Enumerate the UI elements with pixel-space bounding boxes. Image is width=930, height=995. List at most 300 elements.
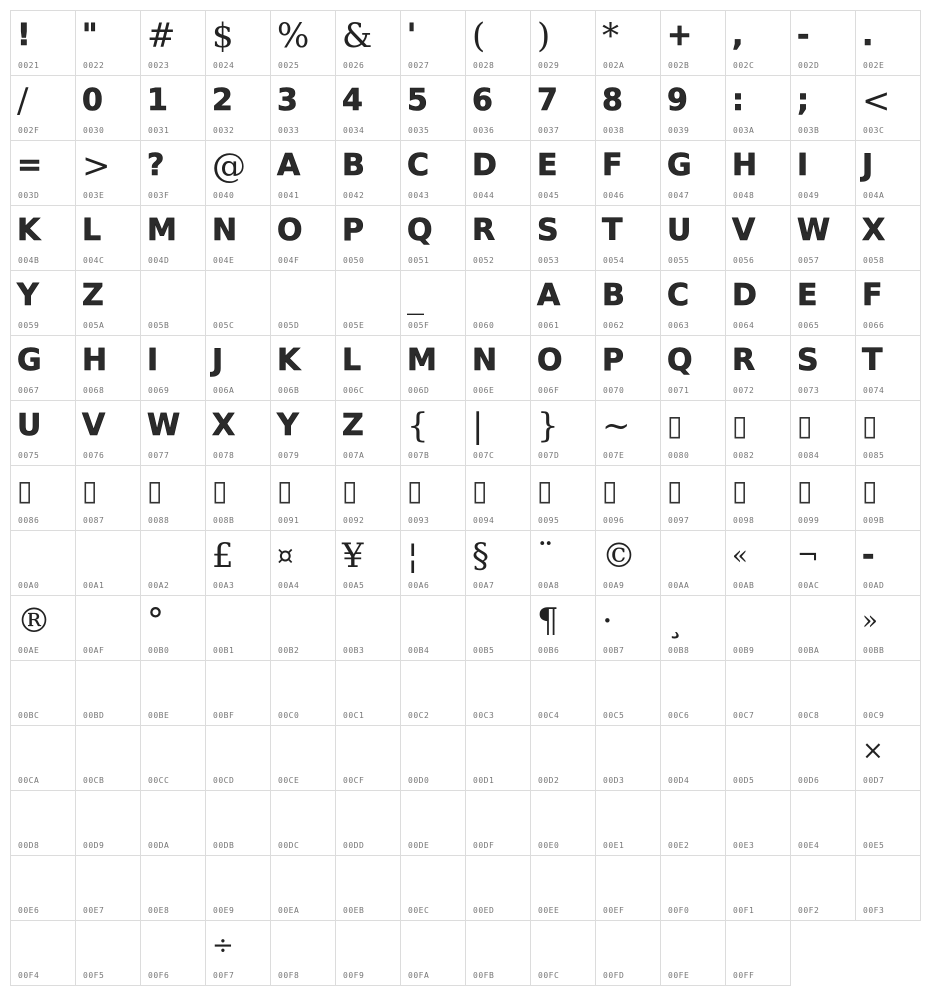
glyph-cell-0077: [140, 400, 206, 466]
glyph-code: 00B4: [408, 646, 430, 655]
glyph-cell-0023: [140, 10, 206, 76]
glyph-cell-00f0: [660, 855, 726, 921]
glyph-code: 0075: [18, 451, 40, 460]
glyph-cell-0043: [400, 140, 466, 206]
glyph-cell-0061: [530, 270, 596, 336]
glyph-char: K: [17, 208, 40, 254]
glyph-cell-007a: [335, 400, 401, 466]
glyph-code: 0024: [213, 61, 235, 70]
glyph-cell-00d5: [725, 725, 791, 791]
glyph-char: ®: [17, 601, 51, 641]
glyph-code: 00EE: [538, 906, 560, 915]
glyph-code: 0047: [668, 191, 690, 200]
glyph-code: 00E1: [603, 841, 625, 850]
glyph-cell-00ed: [465, 855, 531, 921]
glyph-cell-00a9: [595, 530, 661, 596]
glyph-code: 0046: [603, 191, 625, 200]
glyph-cell-0032: [205, 75, 271, 141]
glyph-cell-00f5: [75, 920, 141, 986]
glyph-cell-00bd: [75, 660, 141, 726]
glyph-cell-00a8: [530, 530, 596, 596]
glyph-code: 00A5: [343, 581, 365, 590]
glyph-char: ▯: [82, 474, 98, 507]
glyph-cell-0052: [465, 205, 531, 271]
glyph-char: E: [537, 143, 558, 189]
glyph-code: 00DB: [213, 841, 235, 850]
glyph-cell-00c9: [855, 660, 921, 726]
glyph-code: 00E0: [538, 841, 560, 850]
glyph-code: 00C7: [733, 711, 755, 720]
glyph-cell-00bc: [10, 660, 76, 726]
glyph-cell-00fe: [660, 920, 726, 986]
glyph-code: 00A3: [213, 581, 235, 590]
glyph-char: £: [212, 536, 234, 576]
glyph-cell-00d7: [855, 725, 921, 791]
glyph-cell-00af: [75, 595, 141, 661]
glyph-char: ▯: [797, 409, 813, 442]
glyph-char: U: [17, 403, 41, 449]
glyph-cell-00ec: [400, 855, 466, 921]
glyph-char: »: [862, 606, 878, 636]
glyph-cell-0036: [465, 75, 531, 141]
glyph-cell-00c4: [530, 660, 596, 726]
glyph-cell-0033: [270, 75, 336, 141]
glyph-cell-00d1: [465, 725, 531, 791]
glyph-cell-0085: [855, 400, 921, 466]
glyph-code: 00BD: [83, 711, 105, 720]
glyph-cell-006b: [270, 335, 336, 401]
glyph-cell-00da: [140, 790, 206, 856]
glyph-char: >: [82, 146, 111, 186]
glyph-cell-00e4: [790, 790, 856, 856]
glyph-code: 00A4: [278, 581, 300, 590]
glyph-cell-003c: [855, 75, 921, 141]
glyph-cell-00b2: [270, 595, 336, 661]
glyph-cell-00d9: [75, 790, 141, 856]
glyph-char: L: [342, 338, 361, 384]
glyph-cell-006f: [530, 335, 596, 401]
glyph-char: ▯: [732, 409, 748, 442]
glyph-code: 007D: [538, 451, 560, 460]
glyph-cell-0035: [400, 75, 466, 141]
glyph-char: ©: [602, 536, 636, 576]
glyph-char: ¨: [537, 536, 554, 576]
glyph-char: M: [147, 208, 177, 254]
glyph-char: Y: [277, 403, 299, 449]
glyph-cell-007c: [465, 400, 531, 466]
glyph-cell-007b: [400, 400, 466, 466]
glyph-cell-00e1: [595, 790, 661, 856]
glyph-code: 00E2: [668, 841, 690, 850]
glyph-cell-005f: [400, 270, 466, 336]
glyph-cell-0069: [140, 335, 206, 401]
glyph-code: 0029: [538, 61, 560, 70]
glyph-cell-0022: [75, 10, 141, 76]
glyph-char: ?: [147, 143, 164, 189]
glyph-cell-00dc: [270, 790, 336, 856]
glyph-cell-0093: [400, 465, 466, 531]
glyph-cell-00c8: [790, 660, 856, 726]
glyph-code: 003C: [863, 126, 885, 135]
glyph-code: 00DF: [473, 841, 495, 850]
glyph-code: 00CC: [148, 776, 170, 785]
glyph-code: 007C: [473, 451, 495, 460]
glyph-code: 0057: [798, 256, 820, 265]
glyph-code: 00EF: [603, 906, 625, 915]
glyph-code: 00D5: [733, 776, 755, 785]
glyph-char: ▯: [797, 474, 813, 507]
glyph-char: {: [407, 406, 429, 446]
glyph-code: 00D9: [83, 841, 105, 850]
glyph-char: ▯: [17, 474, 33, 507]
glyph-code: 00D6: [798, 776, 820, 785]
glyph-cell-0097: [660, 465, 726, 531]
glyph-cell-00b6: [530, 595, 596, 661]
glyph-char: B: [602, 273, 625, 319]
glyph-char: Q: [407, 208, 433, 254]
glyph-cell-00ac: [790, 530, 856, 596]
glyph-cell-00b8: [660, 595, 726, 661]
glyph-code: 0034: [343, 126, 365, 135]
glyph-code: 00DC: [278, 841, 300, 850]
glyph-code: 00CA: [18, 776, 40, 785]
glyph-cell-0024: [205, 10, 271, 76]
glyph-cell-0071: [660, 335, 726, 401]
glyph-cell-00cb: [75, 725, 141, 791]
glyph-cell-0050: [335, 205, 401, 271]
glyph-cell-00dd: [335, 790, 401, 856]
glyph-cell-002f: [10, 75, 76, 141]
glyph-cell-0055: [660, 205, 726, 271]
glyph-code: 004A: [863, 191, 885, 200]
glyph-code: 00F0: [668, 906, 690, 915]
glyph-code: 00F7: [213, 971, 235, 980]
glyph-code: 0071: [668, 386, 690, 395]
glyph-code: 00FE: [668, 971, 690, 980]
glyph-char: ¦: [407, 536, 419, 576]
glyph-cell-00cf: [335, 725, 401, 791]
glyph-code: 004D: [148, 256, 170, 265]
glyph-cell-00b5: [465, 595, 531, 661]
glyph-char: W: [147, 403, 180, 449]
glyph-char: ▯: [862, 474, 878, 507]
glyph-code: 0082: [733, 451, 755, 460]
glyph-cell-0042: [335, 140, 401, 206]
glyph-cell-00bb: [855, 595, 921, 661]
glyph-code: 0070: [603, 386, 625, 395]
glyph-cell-00a4: [270, 530, 336, 596]
glyph-char: D: [472, 143, 497, 189]
glyph-code: 004F: [278, 256, 300, 265]
glyph-cell-00a0: [10, 530, 76, 596]
glyph-code: 0088: [148, 516, 170, 525]
glyph-cell-00f8: [270, 920, 336, 986]
glyph-char: _: [407, 276, 424, 316]
glyph-char: W: [797, 208, 830, 254]
glyph-code: 00AF: [83, 646, 105, 655]
glyph-cell-00c6: [660, 660, 726, 726]
glyph-cell-00f2: [790, 855, 856, 921]
glyph-code: 0044: [473, 191, 495, 200]
glyph-code: 008B: [213, 516, 235, 525]
glyph-cell-0054: [595, 205, 661, 271]
glyph-cell-0051: [400, 205, 466, 271]
glyph-code: 00AC: [798, 581, 820, 590]
glyph-cell-00ad: [855, 530, 921, 596]
glyph-code: 0064: [733, 321, 755, 330]
glyph-char: M: [407, 338, 437, 384]
glyph-char: -: [862, 533, 874, 579]
glyph-cell-009b: [855, 465, 921, 531]
glyph-cell-005c: [205, 270, 271, 336]
glyph-cell-005d: [270, 270, 336, 336]
glyph-cell-00e9: [205, 855, 271, 921]
glyph-code: 0056: [733, 256, 755, 265]
glyph-code: 0080: [668, 451, 690, 460]
glyph-cell-0025: [270, 10, 336, 76]
glyph-cell-0047: [660, 140, 726, 206]
glyph-char: X: [212, 403, 235, 449]
glyph-code: 00F4: [18, 971, 40, 980]
glyph-cell-0034: [335, 75, 401, 141]
glyph-code: 005C: [213, 321, 235, 330]
glyph-code: 0055: [668, 256, 690, 265]
glyph-char: Z: [82, 273, 104, 319]
glyph-cell-0053: [530, 205, 596, 271]
glyph-cell-00ff: [725, 920, 791, 986]
glyph-char: 6: [472, 78, 493, 124]
glyph-cell-0067: [10, 335, 76, 401]
glyph-cell-00e8: [140, 855, 206, 921]
glyph-code: 0092: [343, 516, 365, 525]
glyph-char: /: [17, 81, 29, 121]
glyph-cell-00cc: [140, 725, 206, 791]
glyph-code: 0067: [18, 386, 40, 395]
glyph-code: 00C4: [538, 711, 560, 720]
glyph-char: ▯: [277, 474, 293, 507]
glyph-code: 006E: [473, 386, 495, 395]
glyph-char: ▯: [342, 474, 358, 507]
glyph-char: A: [277, 143, 300, 189]
glyph-char: V: [732, 208, 755, 254]
glyph-code: 0061: [538, 321, 560, 330]
glyph-char: K: [277, 338, 300, 384]
glyph-cell-00e5: [855, 790, 921, 856]
glyph-code: 00C9: [863, 711, 885, 720]
glyph-code: 0037: [538, 126, 560, 135]
glyph-cell-002c: [725, 10, 791, 76]
glyph-cell-0064: [725, 270, 791, 336]
glyph-char: ×: [862, 736, 884, 766]
glyph-cell-0072: [725, 335, 791, 401]
glyph-cell-00c3: [465, 660, 531, 726]
glyph-code: 003D: [18, 191, 40, 200]
glyph-code: 00EB: [343, 906, 365, 915]
glyph-char: ': [407, 13, 416, 59]
glyph-cell-0045: [530, 140, 596, 206]
glyph-cell-00fc: [530, 920, 596, 986]
glyph-char: H: [732, 143, 757, 189]
glyph-code: 006A: [213, 386, 235, 395]
glyph-char: ¸: [667, 601, 684, 641]
glyph-code: 006B: [278, 386, 300, 395]
glyph-cell-00c1: [335, 660, 401, 726]
glyph-cell-0082: [725, 400, 791, 466]
glyph-cell-0084: [790, 400, 856, 466]
glyph-char: O: [537, 338, 563, 384]
glyph-code: 0032: [213, 126, 235, 135]
glyph-char: °: [147, 601, 164, 641]
glyph-cell-0087: [75, 465, 141, 531]
glyph-code: 006D: [408, 386, 430, 395]
glyph-cell-006e: [465, 335, 531, 401]
glyph-code: 002F: [18, 126, 40, 135]
glyph-char: §: [472, 536, 489, 576]
glyph-char: P: [602, 338, 624, 384]
glyph-cell-0079: [270, 400, 336, 466]
glyph-char: !: [17, 13, 31, 59]
glyph-cell-0062: [595, 270, 661, 336]
glyph-cell-00c5: [595, 660, 661, 726]
glyph-char: 2: [212, 78, 233, 124]
glyph-code: 0085: [863, 451, 885, 460]
glyph-cell-00a2: [140, 530, 206, 596]
glyph-cell-00ef: [595, 855, 661, 921]
glyph-code: 0030: [83, 126, 105, 135]
glyph-cell-0031: [140, 75, 206, 141]
glyph-cell-00a3: [205, 530, 271, 596]
glyph-cell-00a7: [465, 530, 531, 596]
glyph-char: ▯: [862, 409, 878, 442]
glyph-cell-00e6: [10, 855, 76, 921]
glyph-char: T: [602, 208, 622, 254]
glyph-code: 00E3: [733, 841, 755, 850]
glyph-cell-0073: [790, 335, 856, 401]
glyph-char: ¶: [537, 601, 559, 641]
glyph-code: 0043: [408, 191, 430, 200]
glyph-code: 00E6: [18, 906, 40, 915]
glyph-char: ": [82, 13, 98, 59]
glyph-code: 002C: [733, 61, 755, 70]
glyph-cell-0076: [75, 400, 141, 466]
glyph-char: ▯: [147, 474, 163, 507]
glyph-code: 00F8: [278, 971, 300, 980]
glyph-char: D: [732, 273, 757, 319]
glyph-code: 002D: [798, 61, 820, 70]
glyph-cell-0048: [725, 140, 791, 206]
glyph-code: 002A: [603, 61, 625, 70]
glyph-char: @: [212, 146, 246, 186]
glyph-cell-0060: [465, 270, 531, 336]
glyph-code: 00D3: [603, 776, 625, 785]
glyph-code: 0091: [278, 516, 300, 525]
glyph-cell-00bf: [205, 660, 271, 726]
glyph-code: 0052: [473, 256, 495, 265]
glyph-char: J: [862, 143, 873, 189]
glyph-code: 00BF: [213, 711, 235, 720]
glyph-code: 002E: [863, 61, 885, 70]
glyph-cell-0056: [725, 205, 791, 271]
glyph-code: 0039: [668, 126, 690, 135]
glyph-code: 0038: [603, 126, 625, 135]
glyph-cell-003d: [10, 140, 76, 206]
glyph-cell-00f1: [725, 855, 791, 921]
glyph-char: I: [147, 338, 158, 384]
glyph-char: Y: [17, 273, 39, 319]
glyph-code: 00A1: [83, 581, 105, 590]
glyph-code: 0035: [408, 126, 430, 135]
glyph-char: ▯: [732, 474, 748, 507]
glyph-code: 00F5: [83, 971, 105, 980]
glyph-code: 0097: [668, 516, 690, 525]
glyph-code: 009B: [863, 516, 885, 525]
glyph-code: 00B8: [668, 646, 690, 655]
glyph-code: 007A: [343, 451, 365, 460]
glyph-cell-0041: [270, 140, 336, 206]
glyph-code: 005E: [343, 321, 365, 330]
glyph-code: 00D8: [18, 841, 40, 850]
glyph-code: 00AE: [18, 646, 40, 655]
glyph-char: A: [537, 273, 560, 319]
glyph-char: $: [212, 16, 234, 56]
glyph-code: 0021: [18, 61, 40, 70]
glyph-cell-00cd: [205, 725, 271, 791]
glyph-char: ;: [797, 78, 809, 124]
glyph-code: 00F3: [863, 906, 885, 915]
glyph-char: V: [82, 403, 105, 449]
glyph-cell-00c2: [400, 660, 466, 726]
glyph-code: 00CD: [213, 776, 235, 785]
glyph-cell-006d: [400, 335, 466, 401]
glyph-cell-003f: [140, 140, 206, 206]
glyph-char: 7: [537, 78, 558, 124]
glyph-char: 4: [342, 78, 363, 124]
glyph-char: ¤: [277, 541, 294, 571]
glyph-cell-00db: [205, 790, 271, 856]
glyph-cell-002b: [660, 10, 726, 76]
glyph-code: 00B7: [603, 646, 625, 655]
glyph-cell-0098: [725, 465, 791, 531]
glyph-cell-0095: [530, 465, 596, 531]
glyph-char: 8: [602, 78, 623, 124]
glyph-cell-004d: [140, 205, 206, 271]
glyph-char: ,: [732, 13, 743, 59]
glyph-cell-004f: [270, 205, 336, 271]
glyph-cell-0059: [10, 270, 76, 336]
glyph-code: 005F: [408, 321, 430, 330]
glyph-char: U: [667, 208, 691, 254]
glyph-cell-00d0: [400, 725, 466, 791]
glyph-char: <: [862, 81, 891, 121]
glyph-code: 00E7: [83, 906, 105, 915]
glyph-code: 0069: [148, 386, 170, 395]
glyph-char: 9: [667, 78, 688, 124]
glyph-char: I: [797, 143, 808, 189]
glyph-code: 00E5: [863, 841, 885, 850]
glyph-code: 0099: [798, 516, 820, 525]
glyph-code: 00FF: [733, 971, 755, 980]
glyph-cell-003a: [725, 75, 791, 141]
glyph-char: L: [82, 208, 101, 254]
glyph-grid: [10, 10, 920, 985]
glyph-char: F: [602, 143, 623, 189]
glyph-code: 00B2: [278, 646, 300, 655]
glyph-code: 00C8: [798, 711, 820, 720]
glyph-code: 0053: [538, 256, 560, 265]
glyph-code: 0079: [278, 451, 300, 460]
glyph-char: :: [732, 78, 744, 124]
glyph-cell-0046: [595, 140, 661, 206]
